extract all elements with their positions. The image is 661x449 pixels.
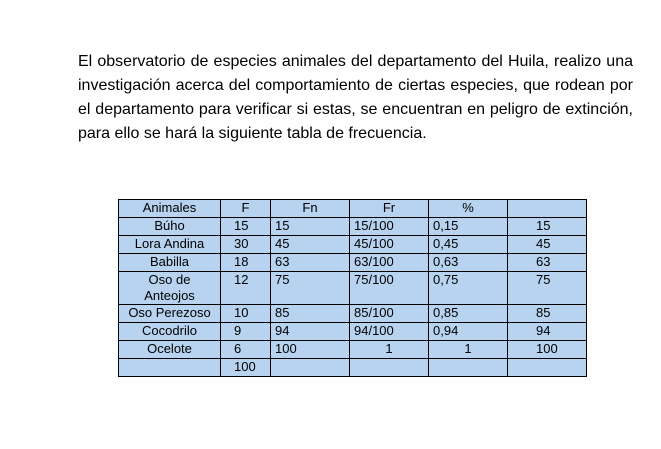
cell-animal: Cocodrilo [119, 323, 221, 341]
cell-animal: Oso Perezoso [119, 305, 221, 323]
table-row [119, 323, 587, 341]
cell-fr: 94/100 [350, 323, 429, 341]
header-fn: Fn [271, 200, 350, 218]
cell-fn: 100 [271, 341, 350, 359]
table-row [119, 236, 587, 254]
cell-animal: Babilla [119, 254, 221, 272]
cell-animal: Oso de Anteojos [119, 272, 221, 305]
cell-percent: 0,45 [429, 236, 508, 254]
cell-extra: 75 [508, 272, 587, 305]
cell-extra: 45 [508, 236, 587, 254]
cell-fr: 1 [350, 341, 429, 359]
table-total-row [119, 359, 587, 377]
intro-paragraph: El observatorio de especies animales del departamento del Huila, realizo una investigación acerca del comportamiento de ciertas especies, que rodean por el departamento para verificar si estas, se encuentran en peligro de extinción, para ello se hará la siguiente tabla de frecuencia. [78, 53, 633, 142]
header-fr: Fr [350, 200, 429, 218]
table-header-row [119, 200, 587, 218]
cell-fr: 85/100 [350, 305, 429, 323]
table-row [119, 305, 587, 323]
frequency-table [118, 199, 587, 377]
cell-f: 18 [221, 254, 271, 272]
cell-percent: 0,15 [429, 218, 508, 236]
cell-percent [429, 359, 508, 377]
cell-animal: Búho [119, 218, 221, 236]
cell-animal: Ocelote [119, 341, 221, 359]
cell-fn: 75 [271, 272, 350, 305]
header-animales: Animales [119, 200, 221, 218]
cell-f: 12 [221, 272, 271, 305]
cell-extra: 15 [508, 218, 587, 236]
header-f: F [221, 200, 271, 218]
cell-fn: 85 [271, 305, 350, 323]
cell-f: 6 [221, 341, 271, 359]
cell-fn [271, 359, 350, 377]
cell-f-total: 100 [221, 359, 271, 377]
table-row [119, 218, 587, 236]
table-row [119, 272, 587, 305]
cell-f: 30 [221, 236, 271, 254]
cell-extra [508, 359, 587, 377]
cell-fr: 75/100 [350, 272, 429, 305]
header-extra [508, 200, 587, 218]
table-row [119, 254, 587, 272]
cell-percent: 0,75 [429, 272, 508, 305]
cell-animal [119, 359, 221, 377]
cell-fn: 15 [271, 218, 350, 236]
cell-fr: 63/100 [350, 254, 429, 272]
cell-f: 10 [221, 305, 271, 323]
cell-extra: 85 [508, 305, 587, 323]
cell-fr: 45/100 [350, 236, 429, 254]
cell-fn: 94 [271, 323, 350, 341]
cell-fr: 15/100 [350, 218, 429, 236]
cell-percent: 1 [429, 341, 508, 359]
table-row [119, 341, 587, 359]
cell-extra: 94 [508, 323, 587, 341]
cell-fr [350, 359, 429, 377]
cell-extra: 63 [508, 254, 587, 272]
cell-animal: Lora Andina [119, 236, 221, 254]
cell-percent: 0,63 [429, 254, 508, 272]
cell-fn: 63 [271, 254, 350, 272]
cell-f: 15 [221, 218, 271, 236]
header-percent: % [429, 200, 508, 218]
cell-percent: 0,94 [429, 323, 508, 341]
cell-extra: 100 [508, 341, 587, 359]
cell-percent: 0,85 [429, 305, 508, 323]
cell-fn: 45 [271, 236, 350, 254]
cell-f: 9 [221, 323, 271, 341]
